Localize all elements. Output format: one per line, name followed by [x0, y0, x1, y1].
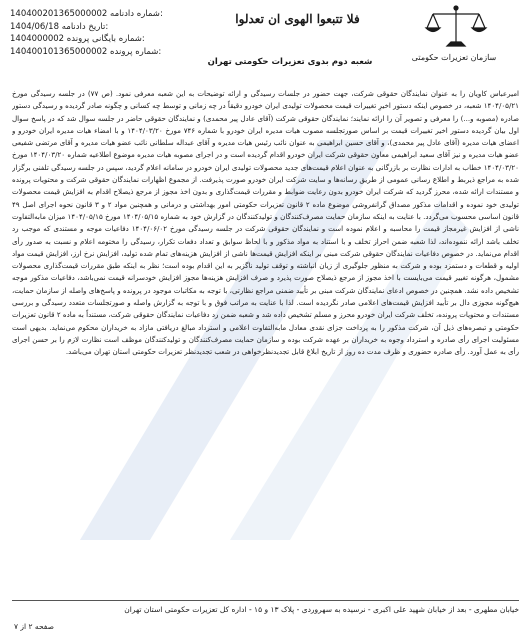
meta-row-verdict-number	[10, 8, 170, 21]
meta-label: تاریخ دادنامه:	[61, 21, 109, 32]
meta-row-verdict-date	[10, 21, 170, 34]
meta-value: 140400201365000002	[10, 9, 108, 19]
footer-address: خیابان مطهری - بعد از خیابان شهید علی اکبری - نرسیده به سهروردی - پلاک ۱۳ و ۱۵ - اداره کل تعزیرات حکومتی استان تهران	[124, 605, 519, 614]
scales-of-justice-emblem-icon	[421, 4, 491, 52]
branch-subtitle: شعبه دوم بدوی تعزیرات حکومتی تهران	[207, 57, 373, 67]
verdict-body	[12, 88, 519, 590]
meta-label: شماره بایگانی پرونده:	[66, 34, 145, 44]
organization-name: سازمان تعزیرات حکومتی	[411, 53, 497, 62]
meta-value: 1404000002	[10, 34, 65, 44]
document-title: فلا تتبعوا الهوی ان تعدلوا	[235, 12, 360, 26]
meta-row-case-number	[10, 46, 170, 59]
footer-divider	[12, 600, 519, 601]
meta-value: 140400101365000002	[10, 46, 108, 57]
verdict-paragraph: امیرعباس کاویان را به عنوان نمایندگان حقوقی شرکت، جهت حضور در جلسات رسیدگی و ارائه توضیحات به این شعبه معرفی نمود. (ص ۷۷) در جلسه رسیدگی مورخ ۱۴۰۴/۰۵/۲۱ شعبه، در خصوص اینکه دستور اخیرِ تغییرات قیمت محصولات تولیدی ایران خودرو دقیقاً در چه زمانی و توسط چه کسانی و چگونه صادر گردیده و رسیدگی دستور صادره (مصوبه و...) را معرفی و تصویر آن را ارائه نمایند؛ نمایندگان حقوقی شرکت (آقای عادل پیر محمدی) و نمایندگان حقوقی حاضر در جلسه سوال شد که در پاسخ سوال اول بیان گردیده دستور اخیر تغییرات قیمت بر اساس صورتجلسه مصوب هیات مدیره ایران خودرو با شماره ۷۴۶ مورخ ۱۴۰۴/۰۳/۲۰ و با امضاء هیات مدیره ایران خودرو و اعضای هیات مدیره (آقای عادل پیر محمدی)، و آقای حسین ابراهیمی به عنوان نائب رئیس هیات مدیره و آقای عبداله سلطانی نائب عضو هیات مدیره و آقای مرتضی شفیعی عضو هیات مدیره و نیز آقای سعید ابراهیمی معاون حقوقی شرکت ایران خودرو اقدام گردیده است و در اجرای مصوبه هیات مدیره موضوع اطلاعیه شماره ۱۴۰۴/۰۳/۲۰ مورخ ۱۴۰۴/۰۳/۲۰ خطاب به ادارات نظارت بر بازرگانی به عنوان اعلام قیمت‌های جدید محصولات تولیدی ایران خودرو در سامانه اعلام گردید، سپس در جلسه رسیدگی تلفنی برگزار شده به مراجع ذیربط و اطلاع رسانی عمومی از طریق رسانه‌ها و سایت شرکت ایران خودرو صورت پذیرفت. از مجموع اظهارات نمایندگان حقوقی شرکت و محتویات پرونده و مستندات ارائه شده، محرز گردید که شرکت ایران خودرو بدون رعایت ضوابط و مقررات قیمت‌گذاری و بدون اخذ مجوز از مرجع ذیصلاح اقدام به افزایش قیمت محصولات تولیدی خود نموده و اقدامات مذکور مصداق گرانفروشی موضوع ماده ۲ قانون تعزیرات حکومتی امور بهداشتی و درمانی و همچنین مواد ۲ و ۳ قانون نحوه اجرای اصل ۴۹ قانون اساسی محسوب می‌گردد. با عنایت به اینکه سازمان حمایت مصرف‌کنندگان و تولیدکنندگان در گزارش خود به شماره ۱۴۰۴/۰۵/۱۵ مورخ ۱۴۰۴/۰۵/۱۵ میزان مابه‌التفاوت ناشی از افزایش غیرمجاز قیمت را محاسبه و اعلام نموده است و نمایندگان حقوقی شرکت در جلسه رسیدگی مورخ ۱۴۰۴/۰۶/۰۲ دفاعیات موجه و مستندی که موجب رد تخلف باشد ارائه ننموده‌اند، لذا شعبه ضمن احراز تخلف و با استناد به مواد مذکور و با لحاظ سوابق و تعداد دفعات تکرار، رسیدگی را مختومه اعلام و نسبت به صدور رأی اقدام می‌نماید. در خصوص دفاعیات نمایندگان حقوقی شرکت مبنی بر اینکه افزایش قیمت‌ها ناشی از افزایش هزینه‌های تمام شده تولید، افزایش نرخ ارز، افزایش قیمت مواد اولیه و قطعات و دستمزد بوده و شرکت به منظور جلوگیری از زیان انباشته و توقف تولید ناگزیر به این اقدام بوده است؛ نظر به اینکه طبق مقررات قیمت‌گذاری محصولات مشمول، هرگونه تغییر قیمت می‌بایست با اخذ مجوز از مرجع ذیصلاح صورت پذیرد و صرف افزایش هزینه‌ها مجوز افزایش خودسرانه قیمت نمی‌باشد، دفاعیات مذکور موجه تشخیص داده نشد. همچنین در خصوص ادعای نمایندگان شرکت مبنی بر تأیید ضمنی مراجع نظارتی، با توجه به مکاتبات موجود در پرونده و پاسخ‌های واصله از سازمان حمایت، هیچ‌گونه مجوزی دال بر تأیید افزایش قیمت‌های اعلامی صادر نگردیده است. لذا با عنایت به مراتب فوق و با توجه به گزارش واصله و صورتجلسات متعدد رسیدگی و بررسی مستندات و محتویات پرونده، تخلف شرکت ایران خودرو محرز و مسلم تشخیص داده شد و شعبه ضمن رد دفاعیات نمایندگان حقوقی شرکت، مستنداً به ماده ۲ قانون تعزیرات حکومتی و تبصره‌های ذیل آن، شرکت مذکور را به پرداخت جزای نقدی معادل مابه‌التفاوت اعلامی و استرداد مبالغ دریافتی مازاد به خریداران محکوم می‌نماید. بدیهی است مسئولیت اجرای رأی صادره و استرداد وجوه به خریداران بر عهده شرکت بوده و سازمان حمایت مصرف‌کنندگان و تولیدکنندگان موظف است نظارت لازم را بر حسن اجرای رأی به عمل آورد. رأی صادره حضوری و ظرف مدت ده روز از تاریخ ابلاغ قابل تجدیدنظرخواهی در شعب تجدیدنظر تعزیرات حکومتی استان تهران می‌باشد.	[12, 89, 519, 357]
meta-value: 1404/06/18	[10, 21, 59, 32]
page-number: صفحه ۲ از ۷	[14, 622, 54, 631]
meta-row-archive-number	[10, 33, 170, 46]
meta-label: شماره دادنامه:	[110, 9, 163, 19]
document-meta	[10, 8, 170, 58]
meta-label: شماره پرونده:	[110, 46, 162, 57]
